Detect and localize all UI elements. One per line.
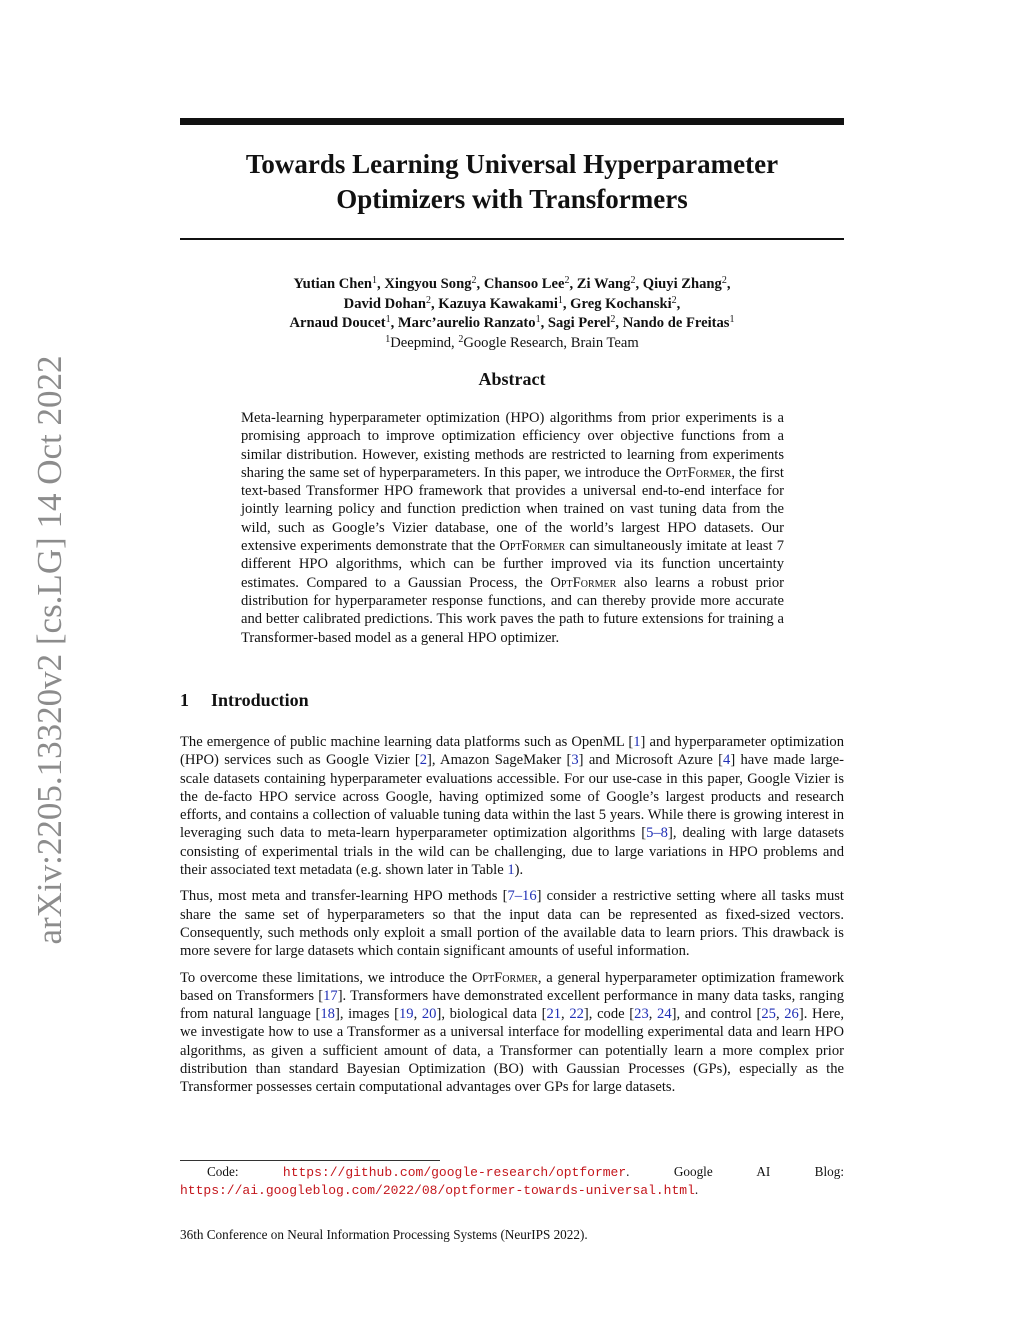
text-segment: ], Amazon SageMaker [: [427, 752, 572, 769]
text-segment: ] and hyperparameter optimization (HPO) services such as Google Vizier [: [180, 734, 844, 769]
section-number: 1: [180, 690, 189, 710]
footnote: [180, 1163, 844, 1199]
footnote-rule: [180, 1160, 440, 1161]
citation-link[interactable]: 20: [421, 1006, 437, 1023]
code-url-link[interactable]: https://github.com/google-research/optformer: [282, 1165, 627, 1180]
section-title: Introduction: [211, 690, 309, 710]
author-affiliation-mark: 1: [729, 314, 735, 325]
text-segment: ] consider a restrictive setting where all tasks must share the same set of hyperparameters so that the input data can be represented as fixed-sized vectors. Consequently, such methods only exploit a small portion of the available data to learn priors. This drawback is more severe for large datasets which contain significant amounts of useful information.: [180, 888, 844, 960]
text-segment: ], code [: [583, 1006, 635, 1023]
affiliation-name: Deepmind: [390, 334, 452, 351]
text-segment: ], biological data [: [436, 1006, 547, 1023]
author-affiliation-mark: 2: [671, 294, 677, 306]
text-segment: Thus, most meta and transfer-learning HPO methods [: [180, 888, 508, 905]
author-affiliation-mark: 2: [471, 275, 477, 286]
blog-url-link[interactable]: https://ai.googleblog.com/2022/08/optformer-towards-universal.html: [180, 1183, 695, 1198]
title-top-rule: [180, 118, 844, 125]
author-affiliation-mark: 1: [557, 294, 563, 306]
paper-title: [180, 147, 844, 217]
author-affiliation-mark: 1: [535, 314, 541, 325]
optformer-name: OptFormer: [550, 574, 617, 591]
footnote-end: .: [694, 1182, 699, 1197]
footnote-blog-label: . Google AI Blog:: [626, 1164, 844, 1179]
author-name: Kazuya Kawakami: [438, 295, 558, 312]
introduction-body: [180, 733, 844, 1105]
text-segment: ]. Transformers have demonstrated excellent performance in many data tasks, ranging from natural language [: [180, 987, 844, 1023]
abstract-segment: can simultaneously imitate at least 7 different HPO algorithms, which can be further improved via its function uncertainty estimates. Compared to a Gaussian Process, the: [241, 538, 784, 591]
table-reference-link[interactable]: 1: [507, 862, 515, 879]
arxiv-stamp: arXiv:2205.13320v2 [cs.LG] 14 Oct 2022: [30, 355, 69, 945]
optformer-name: OptFormer: [471, 969, 538, 986]
author-name: Sagi Perel: [547, 315, 611, 331]
citation-link[interactable]: 22: [569, 1006, 584, 1023]
author-line-2: David Dohan$^2$, Kazuya Kawakami$^1$, Greg Kochanski$^2$,: [343, 294, 681, 312]
author-affiliation-mark: 1: [372, 275, 378, 286]
text-segment: , a general hyperparameter optimization framework based on Transformers [: [180, 969, 844, 1004]
citation-link[interactable]: 24: [657, 1006, 672, 1023]
abstract-text: [241, 409, 784, 647]
title-line-1: Towards Learning Universal Hyperparameter: [245, 149, 779, 179]
abstract-segment: , the first text-based Transformer HPO framework that provides a universal end-to-end interface for jointly learning policy and function prediction when trained on vast tuning data from the wild, such as Google’s Vizier database, one of the world’s largest HPO datasets. Our extensive experiments demonstrate that the: [241, 464, 784, 555]
abstract-heading: Abstract: [478, 369, 546, 389]
text-segment: The emergence of public machine learning data platforms such as OpenML [: [180, 734, 634, 750]
optformer-name: OptFormer: [665, 464, 732, 481]
paragraph-3: To overcome these limitations, we introduce the OptFormer, a general hyperparameter optimization framework based on Transformers [17]. Transformers have demonstrated excellent performance in many data tasks, ranging from natural language [18], images [19, 20], biological data [21, 22], code [23, 24], and control [25, 26]. Here, we investigate how to use a Transformer as a universal interface for modelling experimental data and learn HPO algorithms, as given a sufficient amount of data, a Transformer can potentially learn a more complex prior distribution than standard Bayesian Optimization (BO) with Gaussian Processes (GPs), especially as the Transformer possesses certain computational advantages over GPs for large datasets.: [180, 969, 844, 1096]
author-name: Xingyou Song: [384, 276, 472, 292]
author-name: Greg Kochanski: [570, 295, 672, 312]
citation-link[interactable]: 2: [419, 752, 428, 769]
abstract-segment: also learns a robust prior distribution for hyperparameter response functions, and can thereby provide more accurate and better calibrated predictions. This work paves the path to future extensions for training a Transformer-based model as a general HPO optimizer.: [241, 574, 784, 646]
affiliation-mark: 2: [458, 333, 464, 345]
conference-note: 36th Conference on Neural Information Processing Systems (NeurIPS 2022).: [180, 1227, 588, 1242]
citation-link[interactable]: 1: [633, 734, 641, 750]
author-affiliation-mark: 1: [385, 314, 391, 325]
optformer-name: OptFormer: [499, 538, 566, 555]
text-segment: ] and Microsoft Azure [: [578, 752, 724, 769]
text-segment: ], and control [: [671, 1006, 762, 1023]
citation-link[interactable]: 21: [546, 1006, 562, 1023]
text-segment: ] have made large-scale datasets containing hyperparameter evaluations accessible. For our use-case in this paper, Google Vizier is the de-facto HPO service across Google, having optimized some of Google’s largest products and research efforts, and contains a collection of valuable tuning data within the last 5 years. While there is growing interest in leveraging such data to meta-learn hyperparameter optimization algorithms [: [180, 752, 844, 842]
citation-link[interactable]: 19: [398, 1006, 414, 1023]
author-affiliation-mark: 2: [610, 314, 616, 325]
author-line-3: Arnaud Doucet$^1$, Marc’aurelio Ranzato$^1$, Sagi Perel$^2$, Nando de Freitas$^1$: [289, 314, 735, 331]
citation-link[interactable]: 5–8: [646, 825, 668, 842]
author-affiliation-mark: 2: [721, 275, 727, 286]
citation-link[interactable]: 4: [723, 752, 731, 769]
author-name: Arnaud Doucet: [289, 315, 386, 331]
paragraph-1: [180, 733, 844, 879]
author-affiliation-mark: 2: [630, 275, 636, 286]
citation-link[interactable]: 25: [761, 1006, 776, 1023]
section-heading: [180, 690, 309, 711]
citation-link[interactable]: 18: [320, 1006, 335, 1023]
title-line-2: Optimizers with Transformers: [336, 184, 688, 214]
text-segment: To overcome these limitations, we introduce the: [180, 969, 472, 986]
affiliations: $^1$Deepmind, $^2$Google Research, Brain Team: [385, 333, 639, 351]
author-name: Nando de Freitas: [622, 315, 730, 331]
author-affiliation-mark: 2: [564, 275, 570, 286]
author-name: David Dohan: [343, 295, 426, 312]
author-name: Yutian Chen: [293, 276, 373, 292]
paragraph-2: [180, 887, 844, 960]
citation-link[interactable]: 26: [784, 1006, 799, 1023]
text-segment: ], images [: [334, 1006, 399, 1023]
affiliation-mark: 1: [385, 333, 391, 345]
author-affiliation-mark: 2: [425, 294, 431, 306]
abstract-segment: Meta-learning hyperparameter optimization (HPO) algorithms from prior experiments is a promising approach to improve optimization efficiency over objective functions from a similar distribution. However, existing methods are restricted to learning from experiments sharing the same set of hyperparameters. In this paper, we introduce the: [241, 410, 784, 481]
citation-link[interactable]: 23: [634, 1006, 649, 1023]
author-line-1: Yutian Chen$^1$, Xingyou Song$^2$, Chansoo Lee$^2$, Zi Wang$^2$, Qiuyi Zhang$^2$,: [293, 275, 731, 292]
citation-link[interactable]: 7–16: [507, 888, 537, 905]
title-bottom-rule: [180, 238, 844, 240]
affiliation-name: Google Research, Brain Team: [463, 334, 639, 351]
text-segment: ).: [514, 862, 524, 879]
text-segment: ]. Here, we investigate how to use a Transformer as a universal interface for modelling experimental data and learn HPO algorithms, as given a sufficient amount of data, a Transformer can potentially learn a more complex prior distribution than standard Bayesian Optimization (BO) with Gaussian Processes (GPs), especially as the Transformer possesses certain computational advantages over GPs for large datasets.: [180, 1006, 844, 1096]
author-name: Chansoo Lee: [483, 276, 565, 292]
author-name: Zi Wang: [576, 276, 631, 292]
text-segment: ], dealing with large datasets consisting of experimental trials in the wild can be challenging, due to large variations in HPO problems and their associated text metadata (e.g. shown later in Table: [180, 825, 844, 879]
footnote-code-label: Code:: [207, 1164, 283, 1179]
author-name: Marc’aurelio Ranzato: [397, 315, 536, 331]
author-name: Qiuyi Zhang: [642, 276, 722, 292]
citation-link[interactable]: 17: [323, 987, 338, 1004]
citation-link[interactable]: 3: [571, 752, 579, 769]
author-block: [180, 275, 844, 353]
